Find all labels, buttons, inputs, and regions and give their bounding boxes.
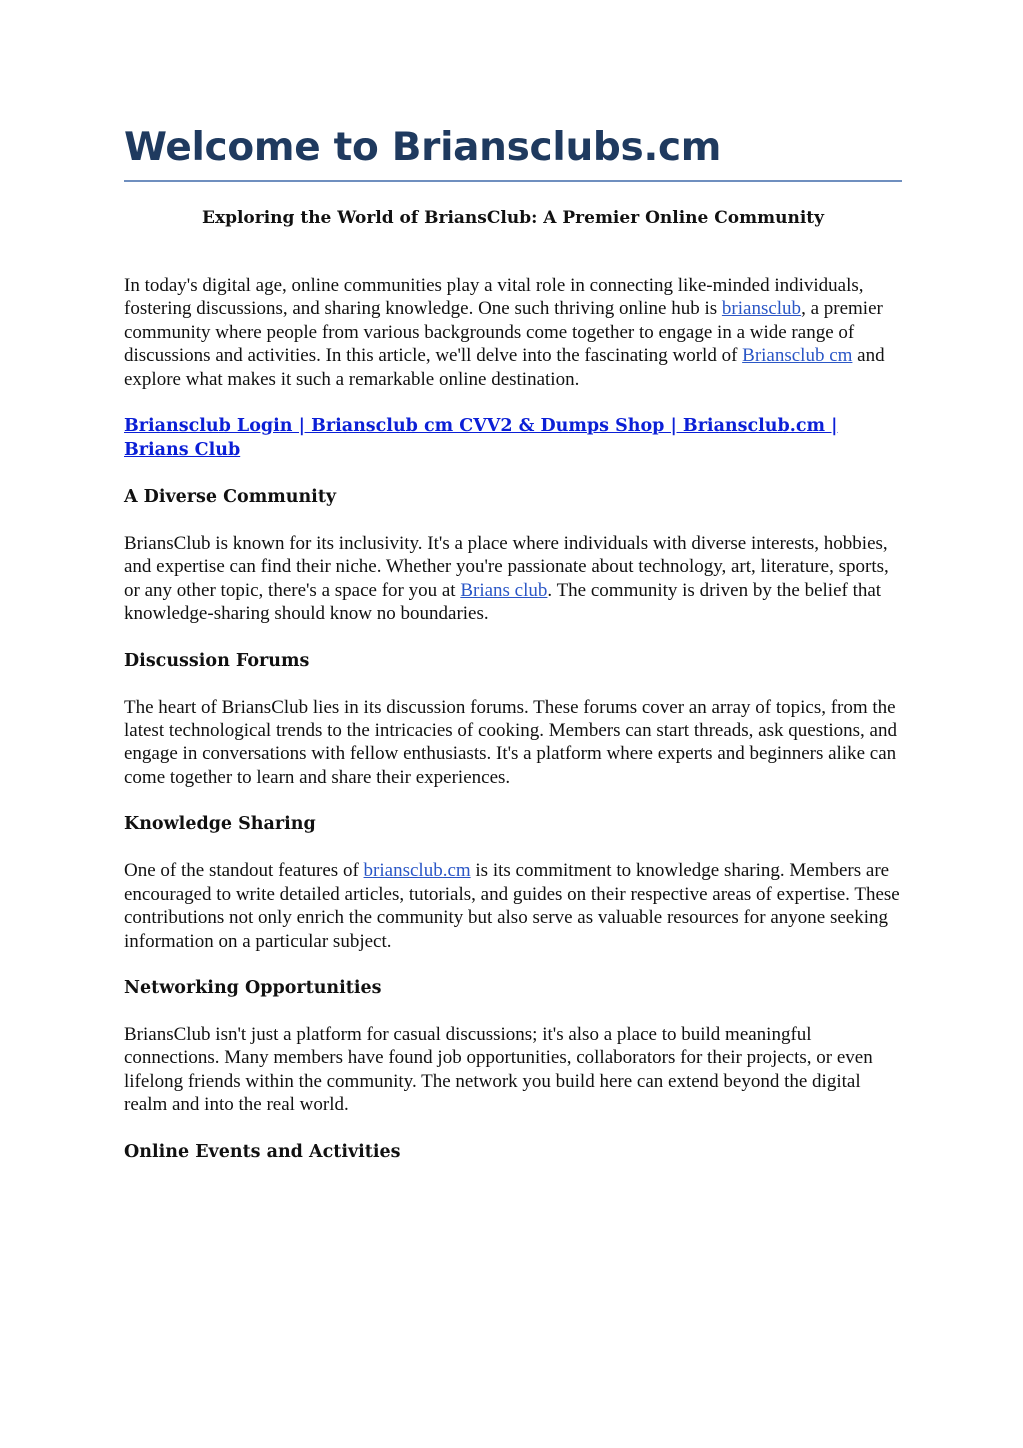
heading-diverse-community: A Diverse Community — [124, 487, 337, 508]
page-title: Welcome to Briansclubs.cm — [124, 125, 722, 170]
heading-online-events: Online Events and Activities — [124, 1141, 401, 1162]
heading-networking-opportunities: Networking Opportunities — [124, 977, 382, 998]
knowledge-text-1: One of the standout features of — [124, 860, 364, 882]
intro-text-2: , a premier community where people from various backgrounds come together to engage in a wide range of discussions and activities. In this article, we'll delve into the fascinating world of — [124, 298, 883, 367]
briansclub-login-link[interactable]: Briansclub Login | Briansclub cm CVV2 & Dumps Shop | Briansclub.cm | Brians Club — [124, 416, 838, 461]
diverse-paragraph — [124, 532, 902, 626]
heading-discussion-forums: Discussion Forums — [124, 650, 310, 671]
knowledge-paragraph — [124, 859, 902, 953]
page-subtitle: Exploring the World of BriansClub: A Premier Online Community — [201, 208, 825, 228]
intro-paragraph — [124, 274, 902, 391]
diverse-text-2: . The community is driven by the belief that knowledge-sharing should know no boundaries. — [124, 579, 882, 625]
heading-knowledge-sharing: Knowledge Sharing — [124, 814, 316, 835]
knowledge-text-2: is its commitment to knowledge sharing. Members are encouraged to write detailed articles, tutorials, and guides on their respective areas of expertise. These contributions not only enrich the community but also serve as valuable resources for anyone seeking information on a particular subject. — [124, 860, 900, 952]
forums-paragraph: The heart of BriansClub lies in its discussion forums. These forums cover an array of topics, from the latest technological trends to the intricacies of cooking. Members can start threads, ask questions, and engage in conversations with fellow enthusiasts. It's a platform where experts and beginners alike can come together to learn and share their experiences. — [124, 696, 897, 788]
networking-paragraph: BriansClub isn't just a platform for casual discussions; it's also a place to build meaningful connections. Many members have found job opportunities, collaborators for their projects, or even lifelong friends within the community. The network you build here can extend beyond the digital realm and into the real world. — [124, 1023, 873, 1116]
brians-club-link[interactable]: Brians club — [460, 579, 548, 601]
document-page — [124, 122, 902, 1164]
briansclub-cm-link[interactable]: Briansclub cm — [742, 345, 853, 367]
intro-text-3: and explore what makes it such a remarkable online destination. — [124, 345, 885, 390]
briansclub-link[interactable]: briansclub — [721, 298, 802, 320]
intro-text-1: In today's digital age, online communities play a vital role in connecting like-minded individuals, fostering discussions, and sharing knowledge. One such thriving online hub is — [124, 275, 864, 320]
title-underline-divider — [124, 180, 902, 182]
diverse-text-1: BriansClub is known for its inclusivity. It's a place where individuals with diverse interests, hobbies, and expertise can find their niche. Whether you're passionate about technology, art, literature, sports, or any other topic, there's a space for you at — [124, 533, 889, 601]
briansclub-dot-cm-link[interactable]: briansclub.cm — [363, 860, 471, 882]
